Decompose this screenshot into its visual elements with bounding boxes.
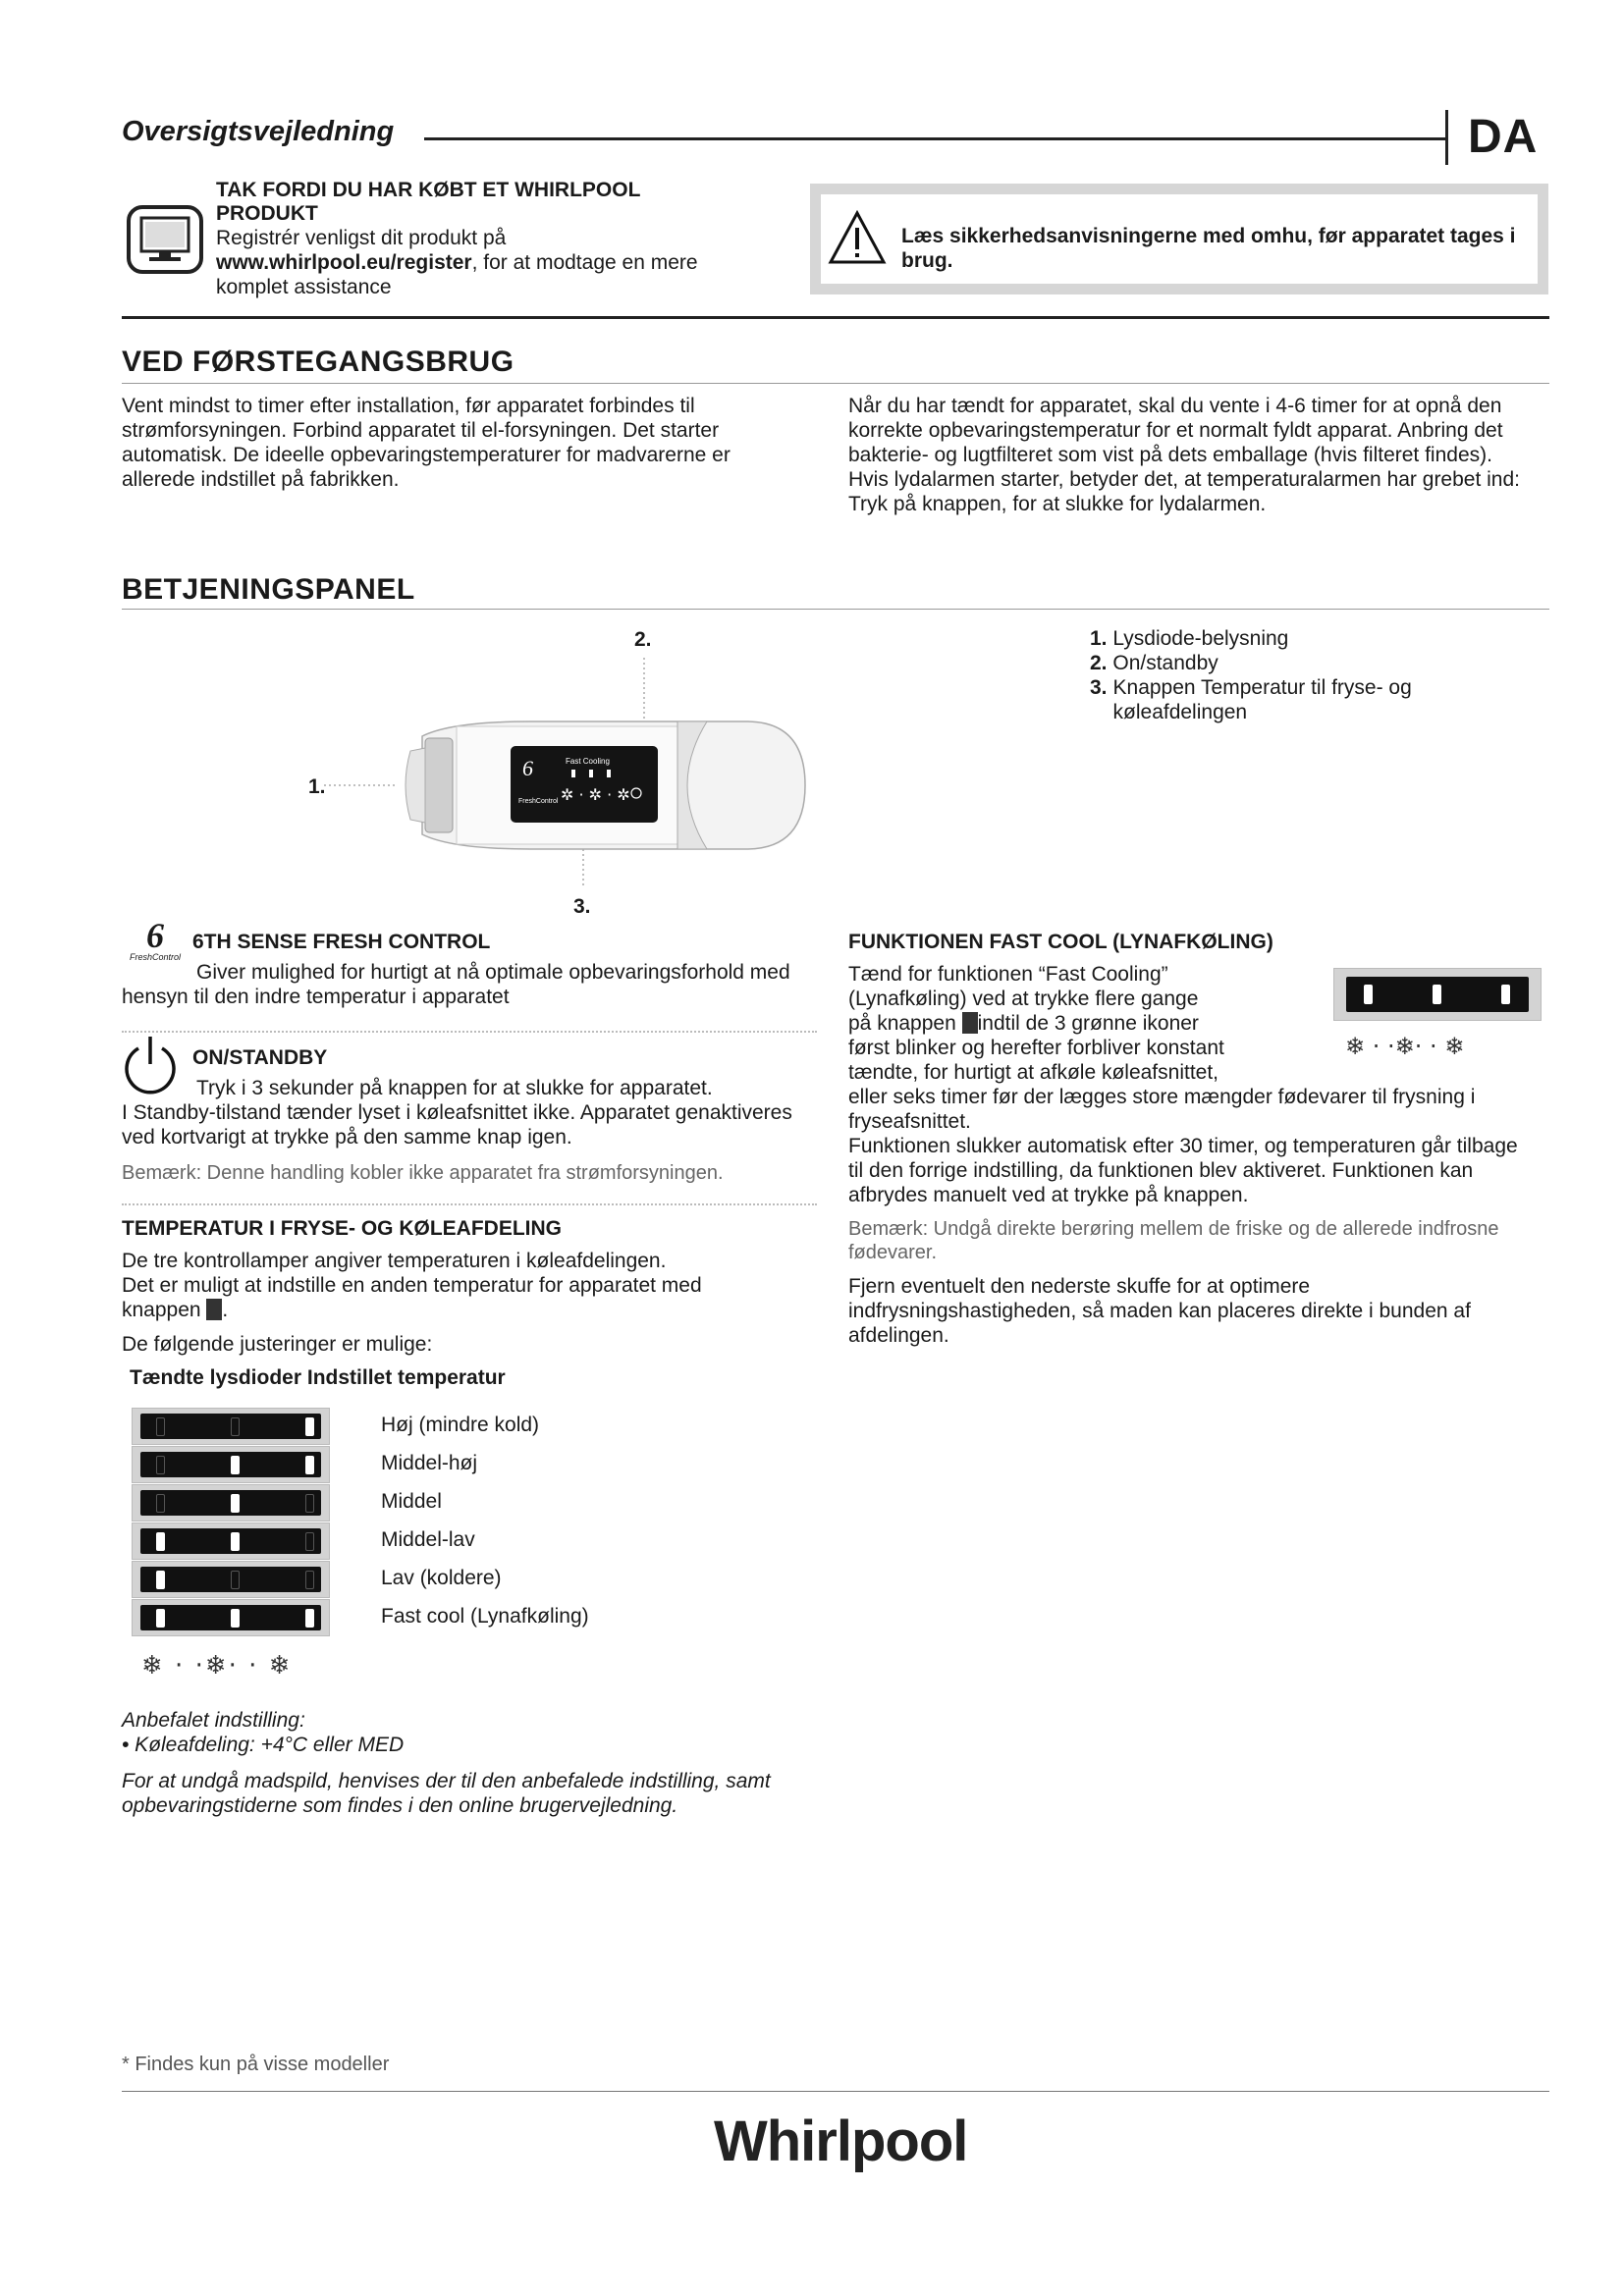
sixth-sense-body: Giver mulighed for hurtigt at nå optimale opbevaringsforhold med hensyn til den indre temperatur i apparatet bbox=[122, 961, 790, 1008]
temperature-button-icon bbox=[206, 1299, 222, 1320]
led-table-header: Tændte lysdioder Indstillet temperatur bbox=[130, 1366, 506, 1389]
led-off bbox=[156, 1456, 165, 1474]
led-row-panel bbox=[132, 1484, 330, 1522]
thanks-title: TAK FORDI DU HAR KØBT ET WHIRLPOOL PRODUKT bbox=[216, 179, 641, 225]
fastcool-button-icon bbox=[962, 1012, 978, 1034]
sixth-sense-icon: 6 FreshControl bbox=[129, 916, 182, 962]
led-off bbox=[305, 1532, 314, 1551]
first-use-right-text: Når du har tændt for apparatet, skal du vente i 4-6 timer for at opnå den korrekte opbevaringstemperatur for et normalt fyldt apparat. Anbring det bakterie- og lugtfilteret som vist på dets emballage (hvis filteret findes). Hvis lydalarmen starter, betyder det, at temperaturalarmen har grebet ind: Tryk på knappen, for at slukke for lydalarmen. bbox=[848, 395, 1520, 515]
led-row-panel bbox=[132, 1522, 330, 1560]
led-on bbox=[156, 1571, 165, 1589]
fastcool-auto: Funktionen slukker automatisk efter 30 timer, og temperaturen går tilbage til den forrige indstilling, da funktionen blev aktiveret. Funktionen kan afbrydes manuelt ved at trykke på knappen. bbox=[848, 1135, 1518, 1206]
whirlpool-logo: Whirlpool bbox=[714, 2109, 968, 2173]
led-row-label: Lav (koldere) bbox=[381, 1567, 502, 1589]
waste-note: For at undgå madspild, henvises der til den anbefalede indstilling, samt opbevaringstiderne som findes i den online brugervejledning. bbox=[122, 1770, 771, 1817]
fastcool-snowflake-icons: ❄ · ·❄· · ❄ bbox=[1345, 1033, 1465, 1060]
led-row-label: Middel-lav bbox=[381, 1528, 475, 1551]
warning-triangle-icon bbox=[828, 210, 887, 270]
led-off bbox=[305, 1494, 314, 1513]
sixth-sense-title: 6TH SENSE FRESH CONTROL bbox=[192, 931, 491, 953]
fastcool-intro: Tænd for funktionen “Fast Cooling” (Lynafkøling) ved at trykke flere gange på knappen indtil de 3 grønne ikoner først blinker og herefter forbliver konstant tændte, for hurtigt at afkøle køleafsnittet, bbox=[848, 963, 1224, 1084]
led-off bbox=[305, 1571, 314, 1589]
control-panel-heading: BETJENINGSPANEL bbox=[122, 573, 415, 606]
led-on bbox=[231, 1456, 240, 1474]
fastcool-rest: eller seks timer før der lægges store mængder fødevarer til frysning i fryseafsnittet. bbox=[848, 1086, 1476, 1133]
section-rule bbox=[122, 316, 1549, 319]
led-on bbox=[156, 1532, 165, 1551]
led-off bbox=[231, 1571, 240, 1589]
language-code: DA bbox=[1468, 111, 1539, 163]
led-on bbox=[231, 1494, 240, 1513]
svg-text:6: 6 bbox=[522, 756, 533, 780]
callout-3: 3. bbox=[573, 895, 591, 918]
onstandby-body1: Tryk i 3 sekunder på knappen for at slukke for apparatet. bbox=[196, 1077, 713, 1099]
onstandby-body2: I Standby-tilstand tænder lyset i køleafsnittet ikke. Apparatet genaktiveres ved kortvarigt at trykke på den samme knap igen. bbox=[122, 1101, 792, 1148]
svg-text:Fast Cooling: Fast Cooling bbox=[566, 757, 610, 766]
led-on bbox=[305, 1456, 314, 1474]
callout-2: 2. bbox=[634, 628, 652, 651]
onstandby-title: ON/STANDBY bbox=[192, 1046, 328, 1069]
led-off bbox=[156, 1417, 165, 1436]
recommended-item: • Køleafdeling: +4°C eller MED bbox=[122, 1734, 405, 1756]
register-link[interactable]: www.whirlpool.eu/register bbox=[216, 251, 472, 274]
legend-item: 1. Lysdiode-belysning bbox=[1090, 627, 1289, 650]
led-row-label: Middel-høj bbox=[381, 1452, 478, 1474]
fastcool-drawer: Fjern eventuelt den nederste skuffe for at optimere indfrysningshastigheden, så maden kan placeres direkte i bunden af afdelingen. bbox=[848, 1275, 1471, 1347]
dotted-divider bbox=[122, 1031, 817, 1033]
page-title: Oversigtsvejledning bbox=[122, 116, 395, 147]
header-divider bbox=[1445, 110, 1448, 165]
fastcool-title: FUNKTIONEN FAST COOL (LYNAFKØLING) bbox=[848, 931, 1273, 953]
led-row-label: Høj (mindre kold) bbox=[381, 1414, 540, 1436]
legend-item: 2. On/standby bbox=[1090, 652, 1218, 674]
led-row-panel bbox=[132, 1408, 330, 1445]
computer-icon bbox=[126, 204, 204, 280]
led-row-label: Middel bbox=[381, 1490, 442, 1513]
led-row-panel bbox=[132, 1561, 330, 1598]
control-panel-illustration bbox=[295, 628, 844, 928]
led-row-panel bbox=[132, 1599, 330, 1636]
snowflake-icons-row: ❄ · ·❄· · ❄ bbox=[141, 1651, 293, 1681]
led-off bbox=[156, 1494, 165, 1513]
led-on bbox=[156, 1609, 165, 1628]
control-panel-rule bbox=[122, 609, 1549, 610]
fastcool-note: Bemærk: Undgå direkte berøring mellem de friske og de allerede indfrosne fødevarer. bbox=[848, 1218, 1499, 1263]
onstandby-note: Bemærk: Denne handling kobler ikke apparatet fra strømforsyningen. bbox=[122, 1162, 724, 1184]
register-line2: , for at modtage en mere komplet assistance bbox=[216, 251, 698, 298]
led-on bbox=[305, 1609, 314, 1628]
header-rule bbox=[424, 137, 1445, 140]
temperature-title: TEMPERATUR I FRYSE- OG KØLEAFDELING bbox=[122, 1217, 563, 1240]
svg-text:FreshControl: FreshControl bbox=[518, 798, 559, 805]
register-text bbox=[216, 226, 766, 299]
footer-note: * Findes kun på visse modeller bbox=[122, 2054, 390, 2075]
fastcool-led-panel bbox=[1333, 968, 1542, 1021]
led-on bbox=[231, 1532, 240, 1551]
callout-1: 1. bbox=[308, 775, 326, 798]
footer-rule bbox=[122, 2091, 1549, 2092]
legend-item: 3. Knappen Temperatur til fryse- og køleafdelingen bbox=[1090, 676, 1412, 723]
led-on bbox=[305, 1417, 314, 1436]
led-row-panel bbox=[132, 1446, 330, 1483]
led-off bbox=[231, 1417, 240, 1436]
dotted-divider bbox=[122, 1203, 817, 1205]
recommended-title: Anbefalet indstilling: bbox=[122, 1709, 305, 1732]
svg-text:✲ · ✲ · ✲: ✲ · ✲ · ✲ bbox=[561, 785, 630, 804]
first-use-rule bbox=[122, 383, 1549, 384]
panel-legend bbox=[1090, 626, 1502, 724]
power-icon bbox=[122, 1035, 179, 1100]
first-use-left-text: Vent mindst to timer efter installation, før apparatet forbindes til strømforsyningen. Forbind apparatet til el-forsyningen. Det starter automatisk. De ideelle opbevaringstemperaturer for madvarerne er allerede indstillet på fabrikken. bbox=[122, 395, 731, 491]
register-line1: Registrér venligst dit produkt på bbox=[216, 227, 507, 249]
temperature-body: De tre kontrollamper angiver temperaturen i køleafdelingen. Det er muligt at indstille en anden temperatur for apparatet med knappen . De følgende justeringer er mulige: bbox=[122, 1250, 702, 1356]
led-row-label: Fast cool (Lynafkøling) bbox=[381, 1605, 589, 1628]
led-on bbox=[231, 1609, 240, 1628]
first-use-heading: VED FØRSTEGANGSBRUG bbox=[122, 346, 514, 378]
safety-warning-text: Læs sikkerhedsanvisningerne med omhu, før apparatet tages i brug. bbox=[901, 225, 1516, 272]
